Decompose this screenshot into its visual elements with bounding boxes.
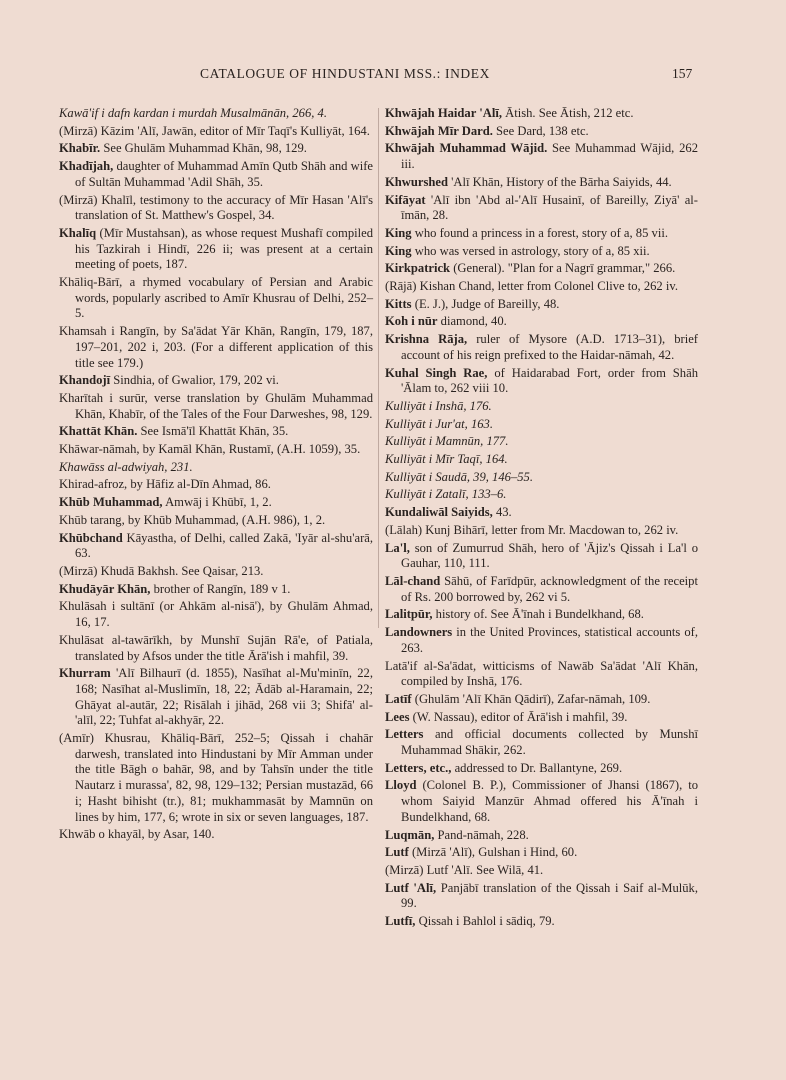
- index-entry: [385, 828, 698, 844]
- index-entry-text: (Amīr) Khusrau, Khāliq-Bārī, 252–5; Qissah i chahār darwesh, translated into Hindustani by Mīr Amman under the title Bāgh o bahār, 98, and by Tahsīn under the title Nautarz i murassa', 82, 98, 129–132; Persian mustazād, 66 i; Hasht bihisht (tr.), 81; mukhammasāt by Mamnūn on lines by him, 177, 6; wrote in six or seven languages, 187.: [59, 731, 373, 824]
- index-entry-text: and official documents collected by Munshī Muhammad Shākir, 262.: [401, 727, 699, 758]
- index-headword: Khwājah Haidar 'Alī,: [385, 106, 502, 120]
- index-entry-text: 'Alī Khān, History of the Bārha Saiyids, 44.: [451, 174, 672, 189]
- index-entry-text: (Rājā) Kishan Chand, letter from Colonel Clive to, 262 iv.: [385, 279, 678, 294]
- column-divider: [378, 108, 379, 628]
- index-entry-text: Sindhia, of Gwalior, 179, 202 vi.: [113, 373, 279, 388]
- index-entry-text: daughter of Muhammad Amīn Qutb Shāh and wife of Sultān Muhammad 'Adil Shāh, 35.: [75, 159, 373, 189]
- index-entry-text: Khwāb o khayāl, by Asar, 140.: [59, 827, 215, 842]
- index-entry-text: Kāyastha, of Delhi, called Zakā, 'Iyār al-shu'arā, 63.: [75, 530, 373, 561]
- index-headword: Kundaliwāl Saiyids,: [385, 505, 493, 520]
- index-entry: [59, 495, 373, 511]
- index-entry-text: (Mīr Mustahsan), as whose request Mushafī compiled his Tazkirah i Hindī, 226 ii; was present at a certain meeting of poets, 187.: [75, 225, 373, 272]
- index-entry-text: Khirad-afroz, by Hāfiz al-Dīn Ahmad, 86.: [59, 477, 271, 492]
- index-entry-text: Kharītah i surūr, verse translation by Ghulām Muhammad Khān, Khabīr, of the Tales of the Four Darweshes, 98, 129.: [59, 390, 373, 421]
- index-entry-text: (E. J.), Judge of Bareilly, 48.: [414, 296, 560, 311]
- index-headword: Khattāt Khān.: [59, 424, 138, 439]
- index-entry: [59, 582, 373, 598]
- index-headword: Letters: [385, 727, 424, 742]
- index-entry-text: 43.: [495, 505, 512, 520]
- index-headword: Luqmān,: [385, 827, 435, 842]
- index-entry: [59, 442, 373, 458]
- index-entry-text: (Colonel B. P.), Commissioner of Jhansi (1867), to whom Saiyid Manzūr Ahmad offered his Ā'īnah i Bundelkhand, 68.: [401, 778, 698, 824]
- index-entry-text: Amwāj i Khūbī, 1, 2.: [165, 495, 272, 510]
- index-entry: [385, 244, 698, 260]
- index-headword: Khwājah Muhammad Wājid.: [385, 141, 548, 156]
- index-entry-text: ruler of Mysore (A.D. 1713–31), brief account of his reign prefixed to the Haidar-nāmah, 42.: [401, 332, 698, 362]
- index-entry: [59, 324, 373, 371]
- index-entry: [385, 541, 698, 572]
- index-entry-text: Khāwar-nāmah, by Kamāl Khān, Rustamī, (A.H. 1059), 35.: [59, 442, 361, 457]
- index-headword: King: [385, 225, 412, 240]
- index-entry-text: Kulliyāt i Mamnūn, 177.: [385, 434, 509, 449]
- index-headword: Khurram: [59, 666, 111, 681]
- index-entry-text: 'Alī ibn 'Abd al-'Alī Husainī, of Bareilly, Ziyā' al-īmān, 28.: [401, 192, 698, 223]
- index-entry: [385, 881, 698, 912]
- index-entry-text: Kawā'if i dafn kardan i murdah Musalmānān, 266, 4.: [59, 106, 327, 120]
- index-headword: Lutf 'Alī,: [385, 880, 437, 895]
- index-entry: [59, 424, 373, 440]
- index-entry: [385, 523, 698, 539]
- index-entry: [385, 692, 698, 708]
- index-column-left: [59, 106, 373, 845]
- index-entry-text: diamond, 40.: [440, 314, 507, 329]
- index-entry-text: See Dard, 138 etc.: [496, 123, 589, 138]
- index-headword: Kirkpatrick: [385, 261, 451, 276]
- index-entry-text: son of Zumurrud Shāh, hero of 'Ājiz's Qissah i La'l o Gauhar, 110, 111.: [401, 540, 698, 571]
- index-entry-text: Kulliyāt i Zatalī, 133–6.: [385, 487, 507, 502]
- index-entry: [385, 226, 698, 242]
- index-entry: [385, 487, 698, 503]
- index-entry-text: Khulāsah i sultānī (or Ahkām al-nisā'), by Ghulām Ahmad, 16, 17.: [59, 599, 373, 630]
- index-entry: [385, 314, 698, 330]
- index-entry-text: who found a princess in a forest, story of a, 85 vii.: [414, 225, 668, 240]
- index-entry: [59, 193, 373, 224]
- index-entry-text: (Mirzā) Kāzim 'Alī, Jawān, editor of Mīr Taqī's Kulliyāt, 164.: [59, 123, 370, 138]
- index-entry: [59, 564, 373, 580]
- index-entry-text: See Ghulām Muhammad Khān, 98, 129.: [103, 141, 307, 156]
- index-entry: [385, 914, 698, 930]
- index-headword: Khwājah Mīr Dard.: [385, 123, 493, 138]
- index-entry: [385, 261, 698, 277]
- index-headword: Kitts: [385, 296, 412, 311]
- index-entry: [59, 531, 373, 562]
- index-entry: [385, 505, 698, 521]
- index-entry: [385, 607, 698, 623]
- index-entry: [385, 175, 698, 191]
- index-entry: [385, 727, 698, 758]
- index-entry: [385, 863, 698, 879]
- index-entry-text: Panjābī translation of the Qissah i Saif al-Mulūk, 99.: [401, 880, 698, 911]
- index-entry: [59, 827, 373, 843]
- index-entry-text: (Mirzā) Khalīl, testimony to the accuracy of Mīr Hasan 'Alī's translation of St. Matthew's Gospel, 34.: [59, 192, 373, 223]
- index-headword: Kuhal Singh Rae,: [385, 365, 488, 380]
- index-entry: [385, 761, 698, 777]
- index-entry-text: Kulliyāt i Jur'at, 163.: [385, 416, 493, 431]
- index-entry: [59, 141, 373, 157]
- index-entry-text: Kulliyāt i Mīr Taqī, 164.: [385, 452, 508, 467]
- index-entry-text: Kulliyāt i Saudā, 39, 146–55.: [385, 469, 533, 484]
- index-entry: [385, 625, 698, 656]
- index-column-right: [385, 106, 698, 932]
- index-entry: [385, 193, 698, 224]
- index-headword: Lloyd: [385, 778, 417, 793]
- index-headword: Krishna Rāja,: [385, 332, 468, 347]
- index-entry-text: Khulāsat al-tawārīkh, by Munshī Sujān Rā'e, of Patiala, translated by Afsos under the title Ārā'ish i mahfil, 39.: [59, 632, 373, 663]
- index-entry-text: who was versed in astrology, story of a, 85 xii.: [414, 243, 650, 258]
- index-headword: King: [385, 243, 412, 258]
- index-entry: [385, 332, 698, 363]
- index-headword: Khandojī: [59, 373, 111, 388]
- index-headword: Koh i nūr: [385, 314, 438, 329]
- index-entry: [59, 391, 373, 422]
- index-entry: [385, 845, 698, 861]
- index-entry: [59, 599, 373, 630]
- index-entry-text: See Muhammad Wājid, 262 iii.: [401, 141, 698, 172]
- index-headword: Khabīr.: [59, 141, 101, 156]
- index-entry-text: brother of Rangīn, 189 v 1.: [153, 581, 291, 596]
- index-headword: Khūb Muhammad,: [59, 495, 163, 510]
- index-headword: Khudāyār Khān,: [59, 581, 151, 596]
- index-entry: [385, 279, 698, 295]
- index-entry: [59, 731, 373, 825]
- index-entry-text: 'Alī Bilhaurī (d. 1855), Nasīhat al-Mu'minīn, 22, 168; Nasīhat al-Muslimīn, 18, 22; Ādāb al-Haramain, 22; Ghāyat al-autār, 22; Risālah i jihād, 268 vii 3; Shifā' al-'alīl, 22; Tuhfat al-akhyār, 22.: [75, 666, 373, 728]
- index-entry-text: Sāhū, of Farīdpūr, acknowledgment of the receipt of Rs. 200 borrowed by, 262 vi 5.: [401, 573, 698, 604]
- index-entry-text: Kulliyāt i Inshā, 176.: [385, 398, 492, 413]
- index-headword: Khwurshed: [385, 174, 448, 189]
- index-entry-text: in the United Provinces, statistical accounts of, 263.: [401, 625, 698, 655]
- index-entry-text: (W. Nassau), editor of Ārā'ish i mahfil, 39.: [412, 709, 628, 724]
- index-entry: [385, 710, 698, 726]
- index-entry-text: Latā'if al-Sa'ādat, witticisms of Nawāb Sa'ādat 'Alī Khān, compiled by Inshā, 176.: [385, 658, 698, 689]
- index-entry: [59, 124, 373, 140]
- index-entry-text: (Ghulām 'Alī Khān Qādirī), Zafar-nāmah, 109.: [414, 691, 651, 706]
- index-entry-text: Khawāss al-adwiyah, 231.: [59, 459, 193, 474]
- index-headword: Letters, etc.,: [385, 760, 452, 775]
- index-entry-text: Khūb tarang, by Khūb Muhammad, (A.H. 986), 1, 2.: [59, 512, 326, 527]
- index-entry: [385, 470, 698, 486]
- index-entry-text: Ātish. See Ātish, 212 etc.: [505, 106, 634, 120]
- index-headword: La'l,: [385, 540, 410, 555]
- index-entry: [59, 159, 373, 190]
- index-entry: [385, 399, 698, 415]
- index-entry: [385, 141, 698, 172]
- index-entry-text: history of. See Ā'īnah i Bundelkhand, 68.: [435, 607, 644, 622]
- index-entry-text: of Haidarabad Fort, order from Shāh 'Ālam to, 262 viii 10.: [401, 365, 698, 396]
- index-entry: [385, 106, 698, 122]
- index-entry: [59, 275, 373, 322]
- page-number: 157: [672, 66, 693, 81]
- index-entry-text: Pand-nāmah, 228.: [437, 827, 529, 842]
- index-entry: [59, 477, 373, 493]
- index-entry: [385, 434, 698, 450]
- index-entry: [385, 452, 698, 468]
- index-entry: [59, 226, 373, 273]
- index-entry-text: addressed to Dr. Ballantyne, 269.: [454, 760, 623, 775]
- index-entry-text: (General). "Plan for a Nagrī grammar," 266.: [453, 261, 676, 276]
- index-entry: [59, 513, 373, 529]
- index-headword: Lāl-chand: [385, 573, 441, 588]
- index-entry-text: Khamsah i Rangīn, by Sa'ādat Yār Khān, Rangīn, 179, 187, 197–201, 202 i, 203. (For a different application of this title see 179.): [59, 324, 373, 370]
- index-entry: [59, 460, 373, 476]
- index-headword: Lalitpūr,: [385, 607, 433, 622]
- index-entry: [385, 778, 698, 825]
- index-entry-text: (Lālah) Kunj Bihārī, letter from Mr. Macdowan to, 262 iv.: [385, 522, 679, 537]
- index-headword: Lutf: [385, 845, 409, 860]
- index-headword: Lutfī,: [385, 914, 416, 929]
- index-entry-text: Qissah i Bahlol i sādiq, 79.: [418, 914, 555, 929]
- index-entry: [59, 633, 373, 664]
- index-entry: [59, 106, 373, 122]
- index-entry: [385, 124, 698, 140]
- index-entry-text: (Mirzā) Lutf 'Alī. See Wilā, 41.: [385, 862, 544, 877]
- index-entry-text: (Mirzā 'Alī), Gulshan i Hind, 60.: [411, 845, 578, 860]
- index-headword: Latīf: [385, 691, 412, 706]
- index-entry: [385, 659, 698, 690]
- index-entry: [385, 574, 698, 605]
- index-headword: Khadījah,: [59, 159, 114, 174]
- index-entry: [385, 297, 698, 313]
- index-entry: [385, 366, 698, 397]
- index-headword: Landowners: [385, 625, 453, 640]
- running-head: CATALOGUE OF HINDUSTANI MSS.: INDEX: [200, 66, 490, 81]
- index-entry: [59, 666, 373, 729]
- index-entry-text: (Mirzā) Khudā Bakhsh. See Qaisar, 213.: [59, 563, 264, 578]
- index-headword: Khūbchand: [59, 530, 123, 545]
- index-headword: Lees: [385, 709, 410, 724]
- index-entry: [385, 417, 698, 433]
- index-entry: [59, 373, 373, 389]
- index-entry-text: See Ismā'īl Khattāt Khān, 35.: [140, 424, 289, 439]
- index-headword: Khalīq: [59, 225, 97, 240]
- index-entry-text: Khāliq-Bārī, a rhymed vocabulary of Persian and Arabic words, popularly ascribed to Amīr Khusrau of Delhi, 252–5.: [59, 275, 373, 321]
- index-headword: Kifāyat: [385, 192, 426, 207]
